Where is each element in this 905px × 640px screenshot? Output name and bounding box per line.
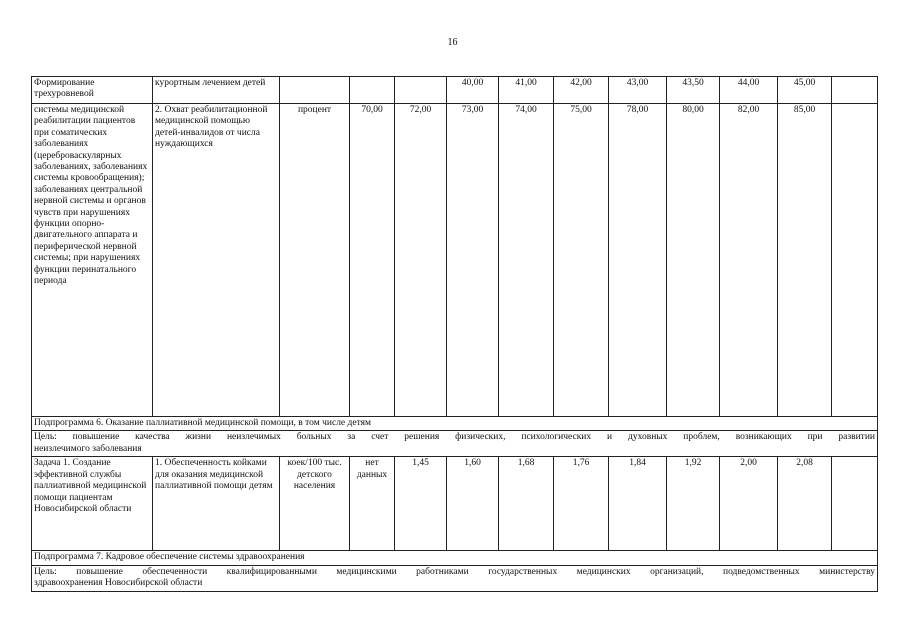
indicators-table bbox=[31, 76, 878, 592]
goal-cell: системы медицинской реабилитации пациентов при соматических заболеваниях (цереброваскулярных заболеваниях, заболеваниях системы кровообращения); заболеваниях центральной нервной системы и органов чувств при нарушениях функции опорно-двигательного аппарата и периферической нервной системы; при нарушениях функции перинатального периода bbox=[32, 104, 153, 417]
base-value-cell: 1,45 bbox=[395, 457, 447, 551]
value-cell: 1,60 bbox=[447, 457, 499, 551]
value-cell: 80,00 bbox=[667, 104, 720, 417]
indicator-cell: курортным лечением детей bbox=[153, 77, 280, 104]
subprogram-goal-line: Цель: повышение качества жизни неизлечимых больных за счет решения физических, психологических и духовных проблем, возникающих при развитии bbox=[34, 432, 875, 443]
subprogram-goal-row bbox=[32, 431, 878, 457]
value-cell: 43,50 bbox=[667, 77, 720, 104]
value-cell: 73,00 bbox=[447, 104, 499, 417]
value-cell: 41,00 bbox=[499, 77, 554, 104]
subprogram-title-row bbox=[32, 551, 878, 565]
subprogram-title-row bbox=[32, 417, 878, 431]
unit-cell: коек/100 тыс. детского населения bbox=[280, 457, 350, 551]
value-cell: 85,00 bbox=[778, 104, 832, 417]
value-cell: 74,00 bbox=[499, 104, 554, 417]
base-value-cell bbox=[395, 77, 447, 104]
base-value-cell: 72,00 bbox=[395, 104, 447, 417]
value-cell: 43,00 bbox=[609, 77, 667, 104]
value-cell: 75,00 bbox=[554, 104, 609, 417]
subprogram-goal-line: Цель: повышение обеспеченности квалифицированными медицинскими работниками государственных медицинских организаций, подведомственных министерству bbox=[34, 566, 875, 577]
subprogram-goal-line: здравоохранения Новосибирской области bbox=[34, 578, 203, 589]
extra-cell bbox=[832, 457, 878, 551]
value-cell: 44,00 bbox=[720, 77, 778, 104]
unit-cell: процент bbox=[280, 104, 350, 417]
table-row bbox=[32, 77, 878, 104]
goal-cell: Задача 1. Создание эффективной службы паллиативной медицинской помощи пациентам Новосибирской области bbox=[32, 457, 153, 551]
unit-cell bbox=[280, 77, 350, 104]
value-cell: 2,08 bbox=[778, 457, 832, 551]
value-cell: 2,00 bbox=[720, 457, 778, 551]
subprogram-goal bbox=[32, 431, 878, 457]
table-row bbox=[32, 457, 878, 551]
extra-cell bbox=[832, 77, 878, 104]
value-cell: 42,00 bbox=[554, 77, 609, 104]
goal-cell: Формирование трехуровневой bbox=[32, 77, 153, 104]
value-cell: 40,00 bbox=[447, 77, 499, 104]
value-cell: 45,00 bbox=[778, 77, 832, 104]
indicator-cell: 1. Обеспеченность койками для оказания медицинской паллиативной помощи детям bbox=[153, 457, 280, 551]
page-number: 16 bbox=[447, 37, 458, 48]
value-cell: 1,84 bbox=[609, 457, 667, 551]
subprogram-title: Подпрограмма 6. Оказание паллиативной медицинской помощи, в том числе детям bbox=[32, 417, 878, 431]
value-cell: 1,76 bbox=[554, 457, 609, 551]
value-cell: 82,00 bbox=[720, 104, 778, 417]
base-value-cell: нет данных bbox=[350, 457, 395, 551]
subprogram-goal bbox=[32, 565, 878, 591]
subprogram-title: Подпрограмма 7. Кадровое обеспечение системы здравоохранения bbox=[32, 551, 878, 565]
value-cell: 1,68 bbox=[499, 457, 554, 551]
value-cell: 78,00 bbox=[609, 104, 667, 417]
subprogram-goal-row bbox=[32, 565, 878, 591]
indicator-cell: 2. Охват реабилитационной медицинской помощью детей-инвалидов от числа нуждающихся bbox=[153, 104, 280, 417]
extra-cell bbox=[832, 104, 878, 417]
value-cell: 1,92 bbox=[667, 457, 720, 551]
base-value-cell: 70,00 bbox=[350, 104, 395, 417]
base-value-cell bbox=[350, 77, 395, 104]
table-row bbox=[32, 104, 878, 417]
subprogram-goal-line: неизлечимого заболевания bbox=[34, 443, 142, 454]
